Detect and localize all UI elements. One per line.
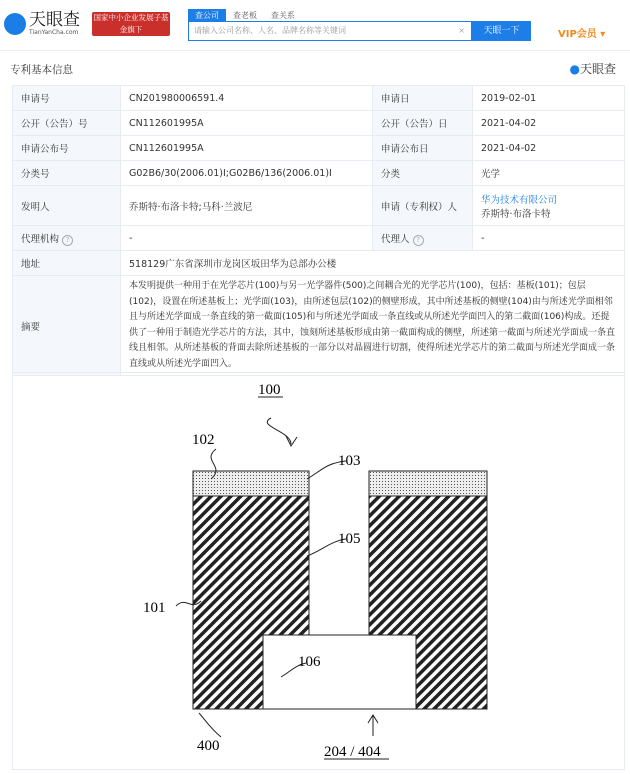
patent-drawing xyxy=(12,372,625,770)
logo-icon xyxy=(4,13,26,35)
search-input[interactable]: 请输入公司名称、人名、品牌名称等关键词 × xyxy=(188,21,472,41)
header xyxy=(0,0,630,51)
label-204-404: 204 / 404 xyxy=(324,744,381,760)
label-103: 103 xyxy=(338,453,361,469)
label-400: 400 xyxy=(197,738,220,754)
applicant-link[interactable]: 华为技术有限公司 xyxy=(481,194,558,206)
logo-icon: ● xyxy=(569,62,580,76)
vip-menu[interactable]: VIP会员 ▾ xyxy=(558,29,606,40)
cladding-102 xyxy=(193,471,487,496)
label-102: 102 xyxy=(192,432,215,448)
tab-company[interactable]: 查公司 xyxy=(188,9,226,22)
logo[interactable]: 天眼查 TianYanCha.com xyxy=(4,12,80,36)
substrate-101 xyxy=(193,496,487,709)
help-icon[interactable]: ? xyxy=(62,235,73,246)
tab-boss[interactable]: 查老板 xyxy=(233,11,257,20)
clear-icon[interactable]: × xyxy=(458,26,465,35)
tab-relation[interactable]: 查关系 xyxy=(271,11,295,20)
official-badge: 国家中小企业发展子基金旗下 官方备案企业征信机构 xyxy=(93,13,169,46)
label-106: 106 xyxy=(298,654,321,670)
label-105: 105 xyxy=(338,531,361,547)
section-title: 专利基本信息 xyxy=(10,64,73,76)
brand-logo: ●天眼查 xyxy=(569,62,616,76)
patent-info-table: 申请号 CN201980006591.4 申请日 2019-02-01 公开（公告）号 CN112601995A 公开（公告）日 2021-04-02 申请公布号 CN112601995A 申请公布日 2021-04-02 分类号 G02B6/30(2006.01)I;G02B6/136(2006.01)I 分类 光学 发明人 乔斯特·布洛卡特;马科·兰波尼 申请（专利权）人 华为技术有限公司 乔斯特·布洛卡特 代理机构 ? - 代理人 ? - 地址 518129广东省深圳市龙岗区坂田华为总部办公楼 摘要 本发明提供一种用于在光学芯片(100)与另一光学器件(500)之间耦合光的光学芯片(100)，包括：基板(101)；包层(102)，设置在所述基板上；光学面(103)，由所述包层(102)的侧壁形成，其中所述基板的侧壁(104)由与所述光学面相邻且与所述光学面成一条直线的第一截面(105)和与所述光学面成一条直线或从所述光学面凹入的第二截面(106)构成。还提供了一种用于制造光学芯片的方法，其中，蚀刻所述基板形成由第一截面构成的侧壁，所述第一截面与所述光学面成一条直线且相邻。从所述基板的背面去除所述基板的一部分以对晶圆进行切割，使得所述光学芯片的第二截面与所述光学面成一条直线或从所述光学面凹入。 xyxy=(12,85,625,376)
search-button[interactable]: 天眼一下 xyxy=(472,21,531,41)
help-icon[interactable]: ? xyxy=(413,235,424,246)
label-101: 101 xyxy=(143,600,166,616)
label-100: 100 xyxy=(258,382,281,398)
